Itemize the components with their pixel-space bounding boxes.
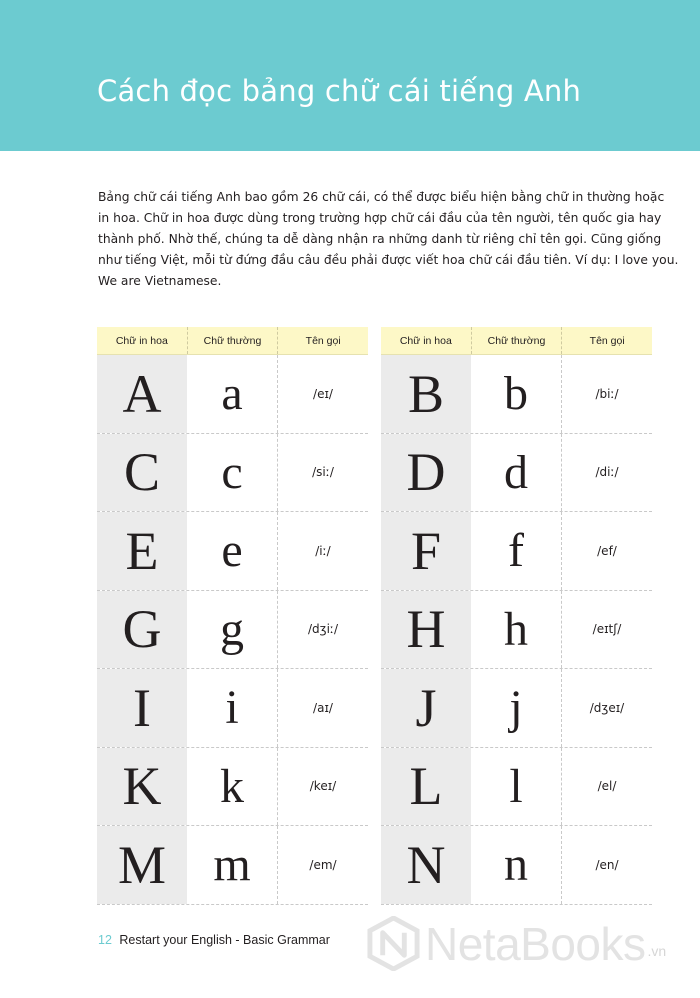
header-name: Tên gọi [589,335,625,347]
lowercase-letter: k [187,748,278,826]
lowercase-letter: j [471,669,562,747]
intro-line: We are Vietnamese. [98,274,222,288]
table-row [381,434,652,513]
table-row [381,591,652,670]
lowercase-letter: f [471,512,562,590]
letter-name: /ef/ [597,543,617,558]
uppercase-letter: I [97,669,187,747]
uppercase-letter: C [97,434,187,512]
letter-name: /iː/ [315,543,331,558]
alphabet-table-left [97,327,368,905]
lowercase-letter: m [187,826,278,904]
page-header [0,0,700,151]
lowercase-letter: l [471,748,562,826]
uppercase-letter: F [381,512,471,590]
letter-name: /keɪ/ [309,779,337,794]
uppercase-letter: D [381,434,471,512]
letter-name: /eɪ/ [313,386,333,401]
intro-line: thành phố. Nhờ thế, chúng ta dễ dàng nhận ra những danh từ riêng chỉ tên gọi. Cũng giống [98,232,662,246]
uppercase-letter: M [97,826,187,904]
table-row [97,669,368,748]
book-title: Restart your English [119,933,232,947]
table-row [381,748,652,827]
netabooks-logo-icon [366,916,421,971]
lowercase-letter: g [187,591,278,669]
uppercase-letter: J [381,669,471,747]
letter-name: /dʒeɪ/ [589,700,625,715]
table-row [97,434,368,513]
letter-name: /dʒiː/ [307,622,338,637]
letter-name: /aɪ/ [313,700,333,715]
uppercase-letter: B [381,355,471,433]
table-row [97,826,368,905]
table-header [381,327,652,355]
intro-line: in hoa. Chữ in hoa được dùng trong trường hợp chữ cái đầu của tên người, tên quốc gia hay [98,211,662,225]
lowercase-letter: n [471,826,562,904]
header-uppercase: Chữ in hoa [381,327,472,354]
uppercase-letter: A [97,355,187,433]
table-header [97,327,368,355]
header-lowercase: Chữ thường [472,327,563,354]
letter-name: /siː/ [312,465,334,480]
table-row [381,669,652,748]
table-row [97,591,368,670]
watermark-brand: NetaBooks [425,917,646,970]
table-row [97,355,368,434]
table-row [381,826,652,905]
uppercase-letter: L [381,748,471,826]
intro-line: như tiếng Việt, mỗi từ đứng đầu câu đều phải được viết hoa chữ cái đầu tiên. Ví dụ: I love you. [98,253,679,267]
table-row [381,512,652,591]
header-uppercase: Chữ in hoa [97,327,188,354]
letter-name: /em/ [309,857,337,872]
uppercase-letter: N [381,826,471,904]
page-footer [98,933,330,947]
table-row [97,512,368,591]
uppercase-letter: H [381,591,471,669]
intro-paragraph [98,187,679,292]
page-number: 12 [98,933,112,947]
page-title: Cách đọc bảng chữ cái tiếng Anh [97,74,582,108]
table-row [97,748,368,827]
uppercase-letter: G [97,591,187,669]
letter-name: /eɪtʃ/ [592,622,622,637]
letter-name: /el/ [597,779,617,794]
intro-line: Bảng chữ cái tiếng Anh bao gồm 26 chữ cái, có thể được biểu hiện bằng chữ in thường hoặc [98,190,665,204]
letter-name: /en/ [595,857,619,872]
lowercase-letter: d [471,434,562,512]
uppercase-letter: E [97,512,187,590]
lowercase-letter: b [471,355,562,433]
lowercase-letter: e [187,512,278,590]
lowercase-letter: c [187,434,278,512]
header-name: Tên gọi [305,335,341,347]
table-body [381,355,652,905]
book-subtitle: - Basic Grammar [231,933,330,947]
header-lowercase: Chữ thường [188,327,279,354]
letter-name: /diː/ [595,465,619,480]
lowercase-letter: h [471,591,562,669]
watermark-suffix: .vn [647,943,667,959]
watermark [366,916,666,971]
table-row [381,355,652,434]
lowercase-letter: a [187,355,278,433]
lowercase-letter: i [187,669,278,747]
alphabet-table-right [381,327,652,905]
table-body [97,355,368,905]
letter-name: /biː/ [595,386,619,401]
uppercase-letter: K [97,748,187,826]
